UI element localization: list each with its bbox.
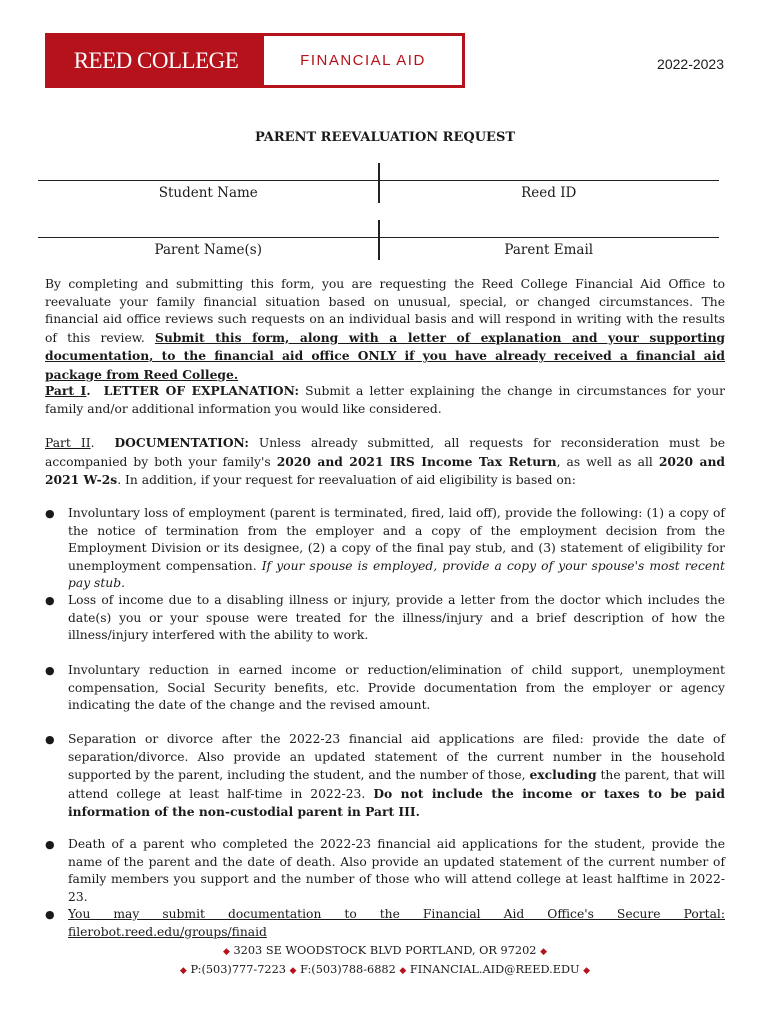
bullet-icon: ● [45, 908, 55, 921]
diamond-icon: ◆ [289, 966, 297, 976]
part-two-heading: DOCUMENTATION: [114, 435, 249, 450]
footer-fax: F:(503)788-6882 [300, 963, 396, 976]
bullet-text: Involuntary reduction in earned income or reduction/elimination of child support, unemployment compensation, Social Security benefits, etc. Provide documentation from the employer or agency indicating the date of the change and the revised amount. [68, 663, 725, 712]
parent-email-field[interactable]: Parent Email [504, 242, 594, 258]
field-row-student [38, 180, 719, 216]
reed-id-field[interactable]: Reed ID [521, 185, 577, 201]
reed-financial-aid-logo [45, 33, 465, 88]
part-two-text-c: . In addition, if your request for reevaluation of aid eligibility is based on: [117, 473, 576, 487]
diamond-icon: ◆ [583, 966, 591, 976]
part-one-label: Part I [45, 383, 87, 398]
bullet-text: Separation or divorce after the 2022-23 financial aid applications are filed: provide the date of separation/divorce. Also provide an updated statement of the current number in the household supported by the parent, including the student, and the number of those, [68, 732, 725, 782]
list-item [45, 836, 725, 906]
intro-paragraph [45, 276, 725, 384]
part-one: Part I. LETTER OF EXPLANATION: Submit a letter explaining the change in circumstances for your family and/or additional information you would like considered. [45, 383, 725, 416]
bullet-icon: ● [45, 733, 55, 746]
part-two-text-b: , as well as all [556, 454, 659, 469]
part-two-bold-a: 2020 and 2021 IRS Income Tax Return [276, 453, 557, 469]
diamond-icon: ◆ [399, 966, 407, 976]
footer-phone: P:(503)777-7223 [190, 963, 286, 976]
part-one-text: Submit a letter explaining the change in circumstances for your family and/or additional information you would like considered. [45, 384, 725, 416]
bullet-icon: ● [45, 594, 55, 607]
part-two-bold-b: 2020 and 2021 W-2s [45, 453, 726, 487]
bullet-icon: ● [45, 838, 55, 851]
part-one-heading: LETTER OF EXPLANATION: [103, 383, 299, 398]
footer-contact-line [0, 960, 770, 981]
part-two-label: Part II [45, 436, 91, 450]
diamond-icon: ◆ [540, 947, 547, 957]
bullet-icon: ● [45, 664, 55, 677]
secure-portal-link[interactable]: You may submit documentation to the Financial Aid Office's Secure Portal: filerobot.reed.edu/groups/finaid [68, 907, 725, 939]
bullet-text: Loss of income due to a disabling illness or injury, provide a letter from the doctor which includes the date(s) you or your spouse were treated for the illness/injury and a brief description of how the illness/injury interfered with the ability to work. [68, 593, 725, 642]
field-divider [378, 163, 380, 203]
academic-year: 2022-2023 [657, 56, 724, 72]
part-two-text-a: Unless already submitted, all requests for reconsideration must be accompanied by both your family's [45, 436, 725, 469]
bullet-bold: Do not include the income or taxes to be paid information of the non-custodial parent in Part III. [68, 785, 725, 819]
form-title: PARENT REEVALUATION REQUEST [254, 130, 516, 145]
list-item [45, 731, 725, 822]
intro-emphasis: Submit this form, along with a letter of explanation and your supporting documentation, to the financial aid office ONLY if you have already received a financial aid package from Reed College. [45, 329, 725, 382]
bullet-text: Death of a parent who completed the 2022-23 financial aid applications for the student, provide the name of the parent and the date of death. Also provide an updated statement of the current number of family members you support and the number of those who will attend college at least halftime in 2022-23. [68, 837, 725, 904]
footer-address-line [0, 941, 770, 962]
footer-email[interactable]: FINANCIAL.AID@REED.EDU [409, 963, 580, 976]
logo-office-name: FINANCIAL AID [300, 52, 426, 69]
logo-college-name: REED COLLEGE [48, 36, 264, 85]
list-item [45, 662, 725, 715]
bullet-text: the parent, that will attend college at least half-time in 2022-23. [68, 768, 725, 801]
parent-names-field[interactable]: Parent Name(s) [154, 242, 262, 258]
list-item [45, 505, 725, 593]
diamond-icon: ◆ [222, 947, 230, 957]
bullet-bold: excluding [529, 767, 597, 782]
part-two: Part II. DOCUMENTATION: Unless already submitted, all requests for reconsideration must be accompanied by both your family's 2020 and 2021 IRS Income Tax Return, as well as all 2020 and 2021 W-2s. In addition, if your request for reevaluation of aid eligibility is based on: [45, 435, 726, 487]
bullet-text: Involuntary loss of employment (parent is terminated, fired, laid off), provide the following: (1) a copy of the notice of termination from the employer and a copy of the employment decision from the Employment Division or its designee, (2) a copy of the final pay stub, and (3) statement of eligibility for unemployment compensation. [68, 506, 725, 573]
footer-address: 3203 SE WOODSTOCK BLVD PORTLAND, OR 97202 [233, 944, 537, 957]
bullet-italic-note: If your spouse is employed, provide a copy of your spouse's most recent pay stub. [68, 558, 725, 590]
list-item [45, 906, 725, 941]
bullet-icon: ● [45, 507, 55, 520]
diamond-icon: ◆ [179, 966, 187, 976]
field-row-parent [38, 237, 719, 273]
intro-text: By completing and submitting this form, you are requesting the Reed College Financial Aid Office to reevaluate your family financial situation based on unusual, special, or changed circumstances. The financial aid office reviews such requests on an individual basis and will respond in writing with the results of this review. [45, 277, 725, 345]
student-name-field[interactable]: Student Name [158, 185, 258, 201]
list-item [45, 592, 725, 645]
field-divider [378, 220, 380, 260]
